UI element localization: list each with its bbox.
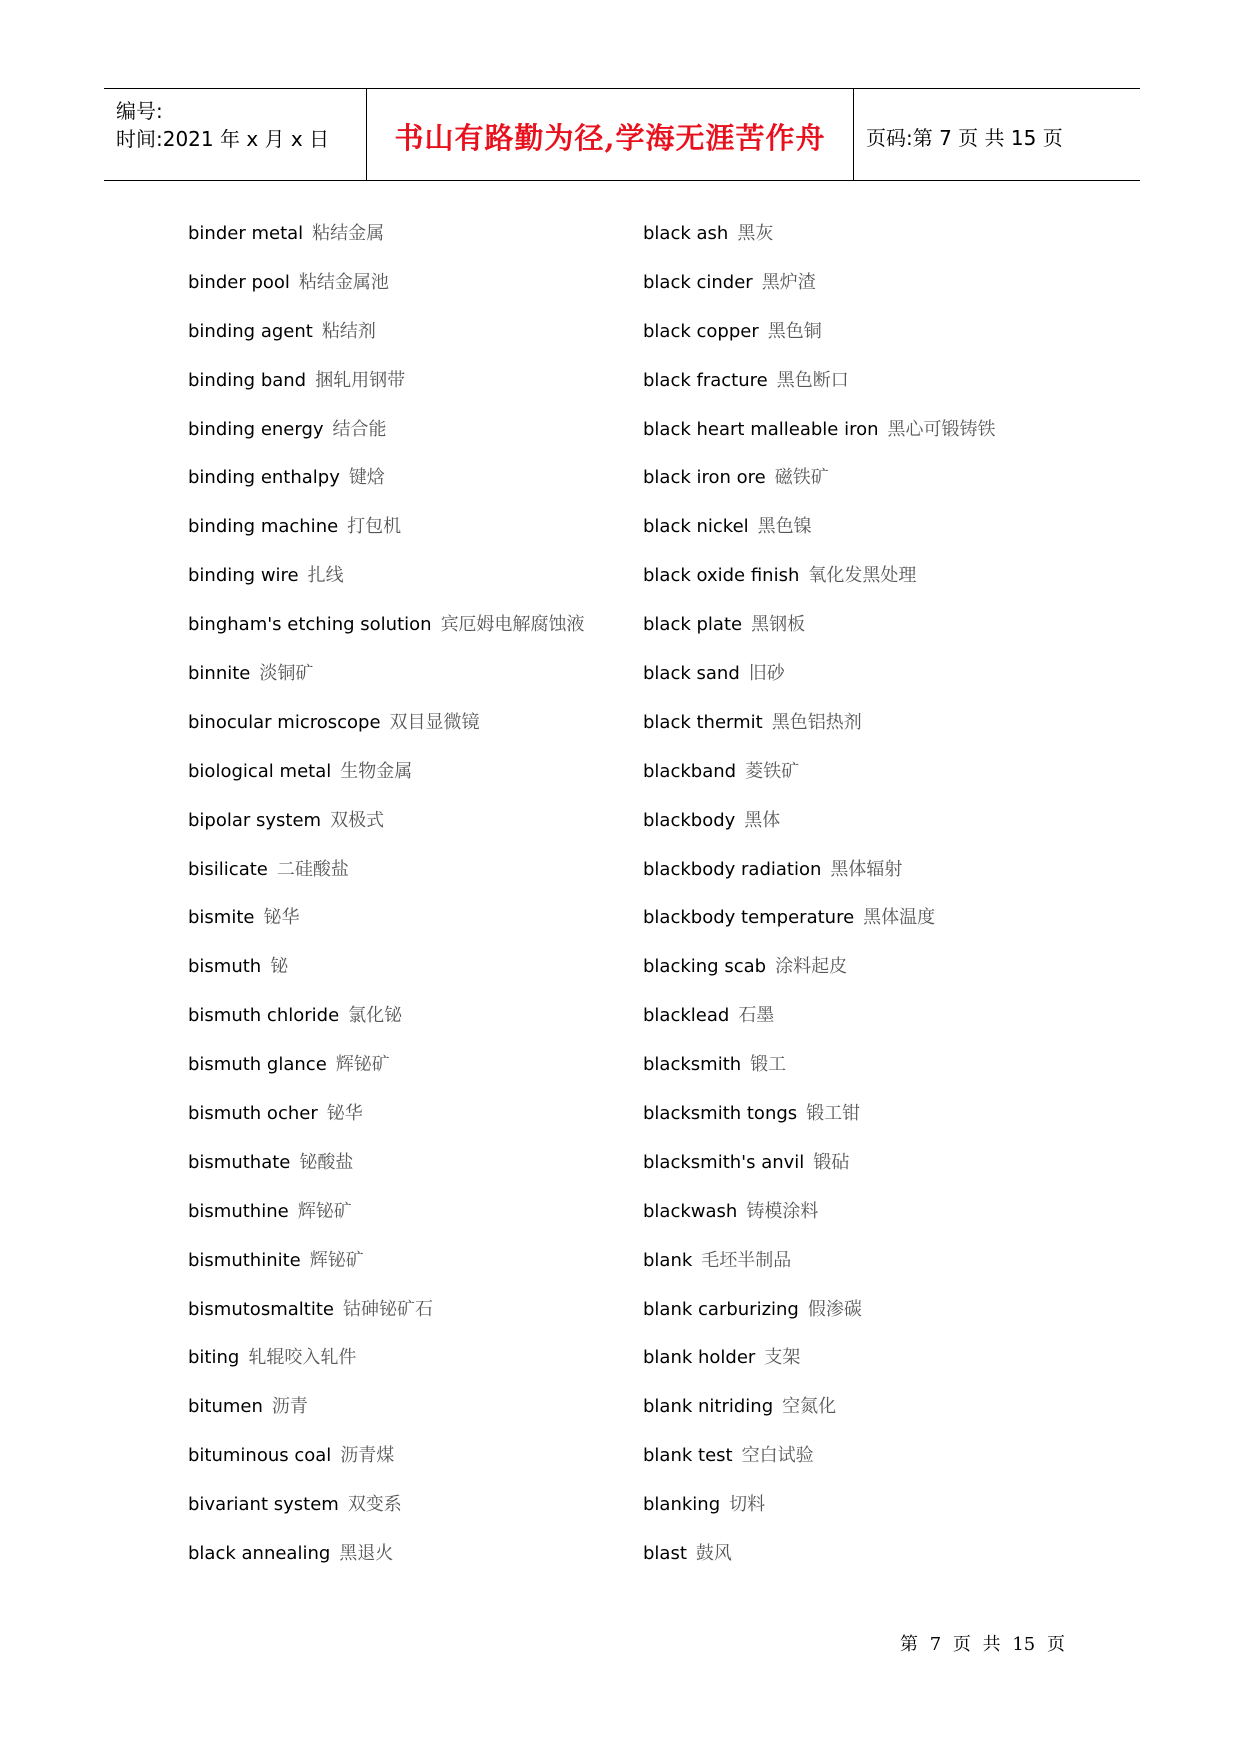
entry-translation: 鼓风 [695, 1543, 732, 1565]
entry-translation: 切料 [729, 1494, 766, 1516]
glossary-entry [188, 222, 585, 271]
entry-translation: 辉铋矿 [297, 1200, 352, 1222]
glossary-entry [643, 955, 996, 1004]
glossary-entry [643, 1395, 996, 1444]
glossary-entry [643, 1298, 996, 1347]
time-label: 时间:2021 年 x 月 x 日 [116, 127, 330, 151]
header-meta-cell [104, 89, 367, 180]
glossary-entry [643, 1151, 996, 1200]
glossary-entry [643, 1053, 996, 1102]
glossary-entry [188, 320, 585, 369]
entry-translation: 毛坯半制品 [701, 1249, 792, 1271]
glossary-entry [188, 1249, 585, 1298]
entry-translation: 锻砧 [813, 1151, 850, 1173]
glossary-entry [643, 515, 996, 564]
entry-translation: 锻工钳 [806, 1103, 861, 1125]
entry-term: blackband [643, 760, 737, 782]
entry-translation: 黑色铜 [767, 320, 822, 342]
glossary-entry [643, 564, 996, 613]
glossary-entry [188, 1395, 585, 1444]
entry-translation: 空白试验 [741, 1445, 814, 1467]
entry-term: black sand [643, 663, 740, 685]
entry-translation: 结合能 [332, 418, 387, 440]
entry-translation: 石墨 [738, 1005, 775, 1027]
glossary-entry [188, 369, 585, 418]
entry-translation: 辉铋矿 [335, 1054, 390, 1076]
entry-translation: 辉铋矿 [309, 1249, 364, 1271]
entry-term: blacksmith [643, 1054, 742, 1076]
entry-term: black thermit [643, 711, 763, 733]
entry-term: blanking [643, 1494, 721, 1516]
footer-page-number: 第 7 页 共 15 页 [900, 1634, 1065, 1655]
glossary-entry [643, 271, 996, 320]
entry-translation: 轧辊咬入轧件 [248, 1347, 357, 1369]
entry-translation: 菱铁矿 [745, 760, 800, 782]
motto: 书山有路勤为径,学海无涯苦作舟 [394, 121, 826, 155]
entry-translation: 键焓 [348, 467, 385, 489]
glossary-left-column [188, 222, 585, 1591]
entry-term: bisilicate [188, 858, 268, 880]
entry-term: binder pool [188, 271, 290, 293]
glossary-entry [188, 1102, 585, 1151]
entry-translation: 黑色断口 [776, 369, 849, 391]
entry-translation: 钴砷铋矿石 [342, 1298, 433, 1320]
entry-term: blank carburizing [643, 1298, 799, 1320]
entry-translation: 黑色铝热剂 [771, 711, 862, 733]
entry-translation: 氯化铋 [348, 1005, 403, 1027]
entry-term: black oxide finish [643, 565, 800, 587]
entry-term: bismuth ocher [188, 1103, 318, 1125]
entry-term: bipolar system [188, 809, 322, 831]
glossary-entry [643, 369, 996, 418]
entry-translation: 黑退火 [339, 1543, 394, 1565]
entry-translation: 黑色镍 [757, 516, 812, 538]
entry-translation: 双极式 [330, 809, 385, 831]
entry-translation: 黑体温度 [863, 907, 936, 929]
entry-term: bismuthate [188, 1151, 291, 1173]
entry-term: blank holder [643, 1347, 756, 1369]
glossary-entry [643, 1444, 996, 1493]
entry-translation: 铋酸盐 [299, 1151, 354, 1173]
entry-translation: 锻工 [750, 1054, 787, 1076]
glossary-entry [188, 1493, 585, 1542]
entry-term: bismuth chloride [188, 1005, 340, 1027]
entry-translation: 黑灰 [737, 223, 774, 244]
entry-term: binding enthalpy [188, 467, 340, 489]
entry-translation: 粘结金属 [312, 223, 385, 244]
glossary-entry [643, 906, 996, 955]
entry-translation: 双目显微镜 [389, 711, 480, 733]
entry-translation: 旧砂 [748, 663, 785, 685]
entry-term: blast [643, 1543, 687, 1565]
serial-label: 编号: [116, 99, 163, 123]
header-page-cell [854, 89, 1140, 180]
glossary-entry [188, 809, 585, 858]
glossary-entry [643, 760, 996, 809]
glossary-entry [643, 466, 996, 515]
entry-term: black iron ore [643, 467, 766, 489]
glossary-entry [643, 1542, 996, 1591]
glossary-entry [643, 1493, 996, 1542]
glossary-entry [188, 515, 585, 564]
glossary-entry [188, 1004, 585, 1053]
entry-term: blackbody radiation [643, 858, 822, 880]
entry-translation: 粘结剂 [321, 320, 376, 342]
entry-term: bituminous coal [188, 1445, 332, 1467]
glossary-entry [643, 1102, 996, 1151]
entry-term: blacksmith tongs [643, 1103, 798, 1125]
entry-term: blank [643, 1249, 693, 1271]
glossary-entry [188, 662, 585, 711]
entry-translation: 铸模涂料 [746, 1200, 819, 1222]
glossary-entry [188, 466, 585, 515]
entry-term: blank nitriding [643, 1396, 774, 1418]
glossary-entry [643, 613, 996, 662]
page-header [104, 88, 1140, 181]
glossary-entry [643, 1346, 996, 1395]
entry-translation: 沥青 [271, 1396, 308, 1418]
glossary-entry [188, 906, 585, 955]
glossary-entry [188, 955, 585, 1004]
glossary-entry [188, 271, 585, 320]
glossary-entry [643, 1004, 996, 1053]
entry-term: bismuthine [188, 1200, 289, 1222]
entry-term: black plate [643, 614, 743, 636]
entry-translation: 扎线 [307, 565, 344, 587]
glossary-entry [643, 1200, 996, 1249]
entry-term: binder metal [188, 223, 304, 244]
entry-term: blackbody temperature [643, 907, 855, 929]
entry-term: black annealing [188, 1543, 331, 1565]
glossary-right-column [643, 222, 996, 1591]
entry-term: black ash [643, 223, 729, 244]
entry-translation: 生物金属 [340, 760, 413, 782]
entry-translation: 黑心可锻铸铁 [887, 418, 996, 440]
entry-translation: 粘结金属池 [298, 271, 389, 293]
glossary-entry [188, 1053, 585, 1102]
glossary-entry [643, 320, 996, 369]
entry-term: black nickel [643, 516, 749, 538]
entry-term: bitumen [188, 1396, 263, 1418]
glossary-entry [188, 564, 585, 613]
entry-translation: 二硅酸盐 [276, 858, 349, 880]
entry-translation: 氧化发黑处理 [808, 565, 917, 587]
entry-term: black heart malleable iron [643, 418, 879, 440]
entry-translation: 铋华 [326, 1103, 363, 1125]
glossary-entry [188, 1444, 585, 1493]
entry-term: bismutosmaltite [188, 1298, 334, 1320]
entry-term: binding wire [188, 565, 299, 587]
entry-term: blank test [643, 1445, 733, 1467]
page-info: 页码:第 7 页 共 15 页 [866, 126, 1063, 150]
glossary-entry [188, 613, 585, 662]
entry-translation: 铋华 [263, 907, 300, 929]
entry-translation: 支架 [764, 1347, 801, 1369]
glossary-entry [188, 1200, 585, 1249]
glossary-entry [188, 1542, 585, 1591]
entry-term: black fracture [643, 369, 768, 391]
glossary-entry [188, 1346, 585, 1395]
entry-term: biting [188, 1347, 240, 1369]
entry-translation: 空氮化 [782, 1396, 837, 1418]
entry-term: bismuthinite [188, 1249, 301, 1271]
entry-translation: 沥青煤 [340, 1445, 395, 1467]
entry-term: blackwash [643, 1200, 738, 1222]
entry-translation: 铋 [270, 956, 289, 978]
glossary-entry [188, 858, 585, 907]
entry-translation: 涂料起皮 [775, 956, 848, 978]
entry-term: binding band [188, 369, 307, 391]
entry-term: blacklead [643, 1005, 730, 1027]
entry-term: black copper [643, 320, 759, 342]
entry-term: biological metal [188, 760, 332, 782]
glossary-entry [188, 418, 585, 467]
entry-translation: 黑体 [744, 809, 781, 831]
entry-translation: 假渗碳 [807, 1298, 862, 1320]
entry-translation: 黑炉渣 [761, 271, 816, 293]
glossary-entry [643, 858, 996, 907]
glossary-entry [188, 711, 585, 760]
entry-term: blacksmith's anvil [643, 1151, 805, 1173]
glossary-entry [643, 1249, 996, 1298]
entry-term: bivariant system [188, 1494, 339, 1516]
entry-term: bismite [188, 907, 255, 929]
glossary-entry [643, 418, 996, 467]
entry-term: black cinder [643, 271, 753, 293]
glossary-entry [188, 760, 585, 809]
entry-term: binocular microscope [188, 711, 381, 733]
entry-translation: 打包机 [347, 516, 402, 538]
glossary-entry [188, 1298, 585, 1347]
entry-term: binding energy [188, 418, 324, 440]
glossary-entry [643, 662, 996, 711]
entry-term: binding agent [188, 320, 313, 342]
entry-term: blacking scab [643, 956, 767, 978]
entry-translation: 淡铜矿 [259, 663, 314, 685]
entry-term: bingham's etching solution [188, 614, 432, 636]
glossary-entry [643, 711, 996, 760]
entry-translation: 磁铁矿 [774, 467, 829, 489]
entry-term: bismuth glance [188, 1054, 327, 1076]
header-motto-cell [367, 89, 854, 180]
entry-translation: 黑钢板 [751, 614, 806, 636]
entry-term: blackbody [643, 809, 736, 831]
entry-term: binding machine [188, 516, 339, 538]
entry-translation: 双变系 [347, 1494, 402, 1516]
entry-term: binnite [188, 663, 251, 685]
entry-translation: 捆轧用钢带 [315, 369, 406, 391]
entry-translation: 宾厄姆电解腐蚀液 [440, 614, 585, 636]
glossary-entry [643, 222, 996, 271]
entry-term: bismuth [188, 956, 262, 978]
glossary-entry [188, 1151, 585, 1200]
entry-translation: 黑体辐射 [830, 858, 903, 880]
glossary-entry [643, 809, 996, 858]
